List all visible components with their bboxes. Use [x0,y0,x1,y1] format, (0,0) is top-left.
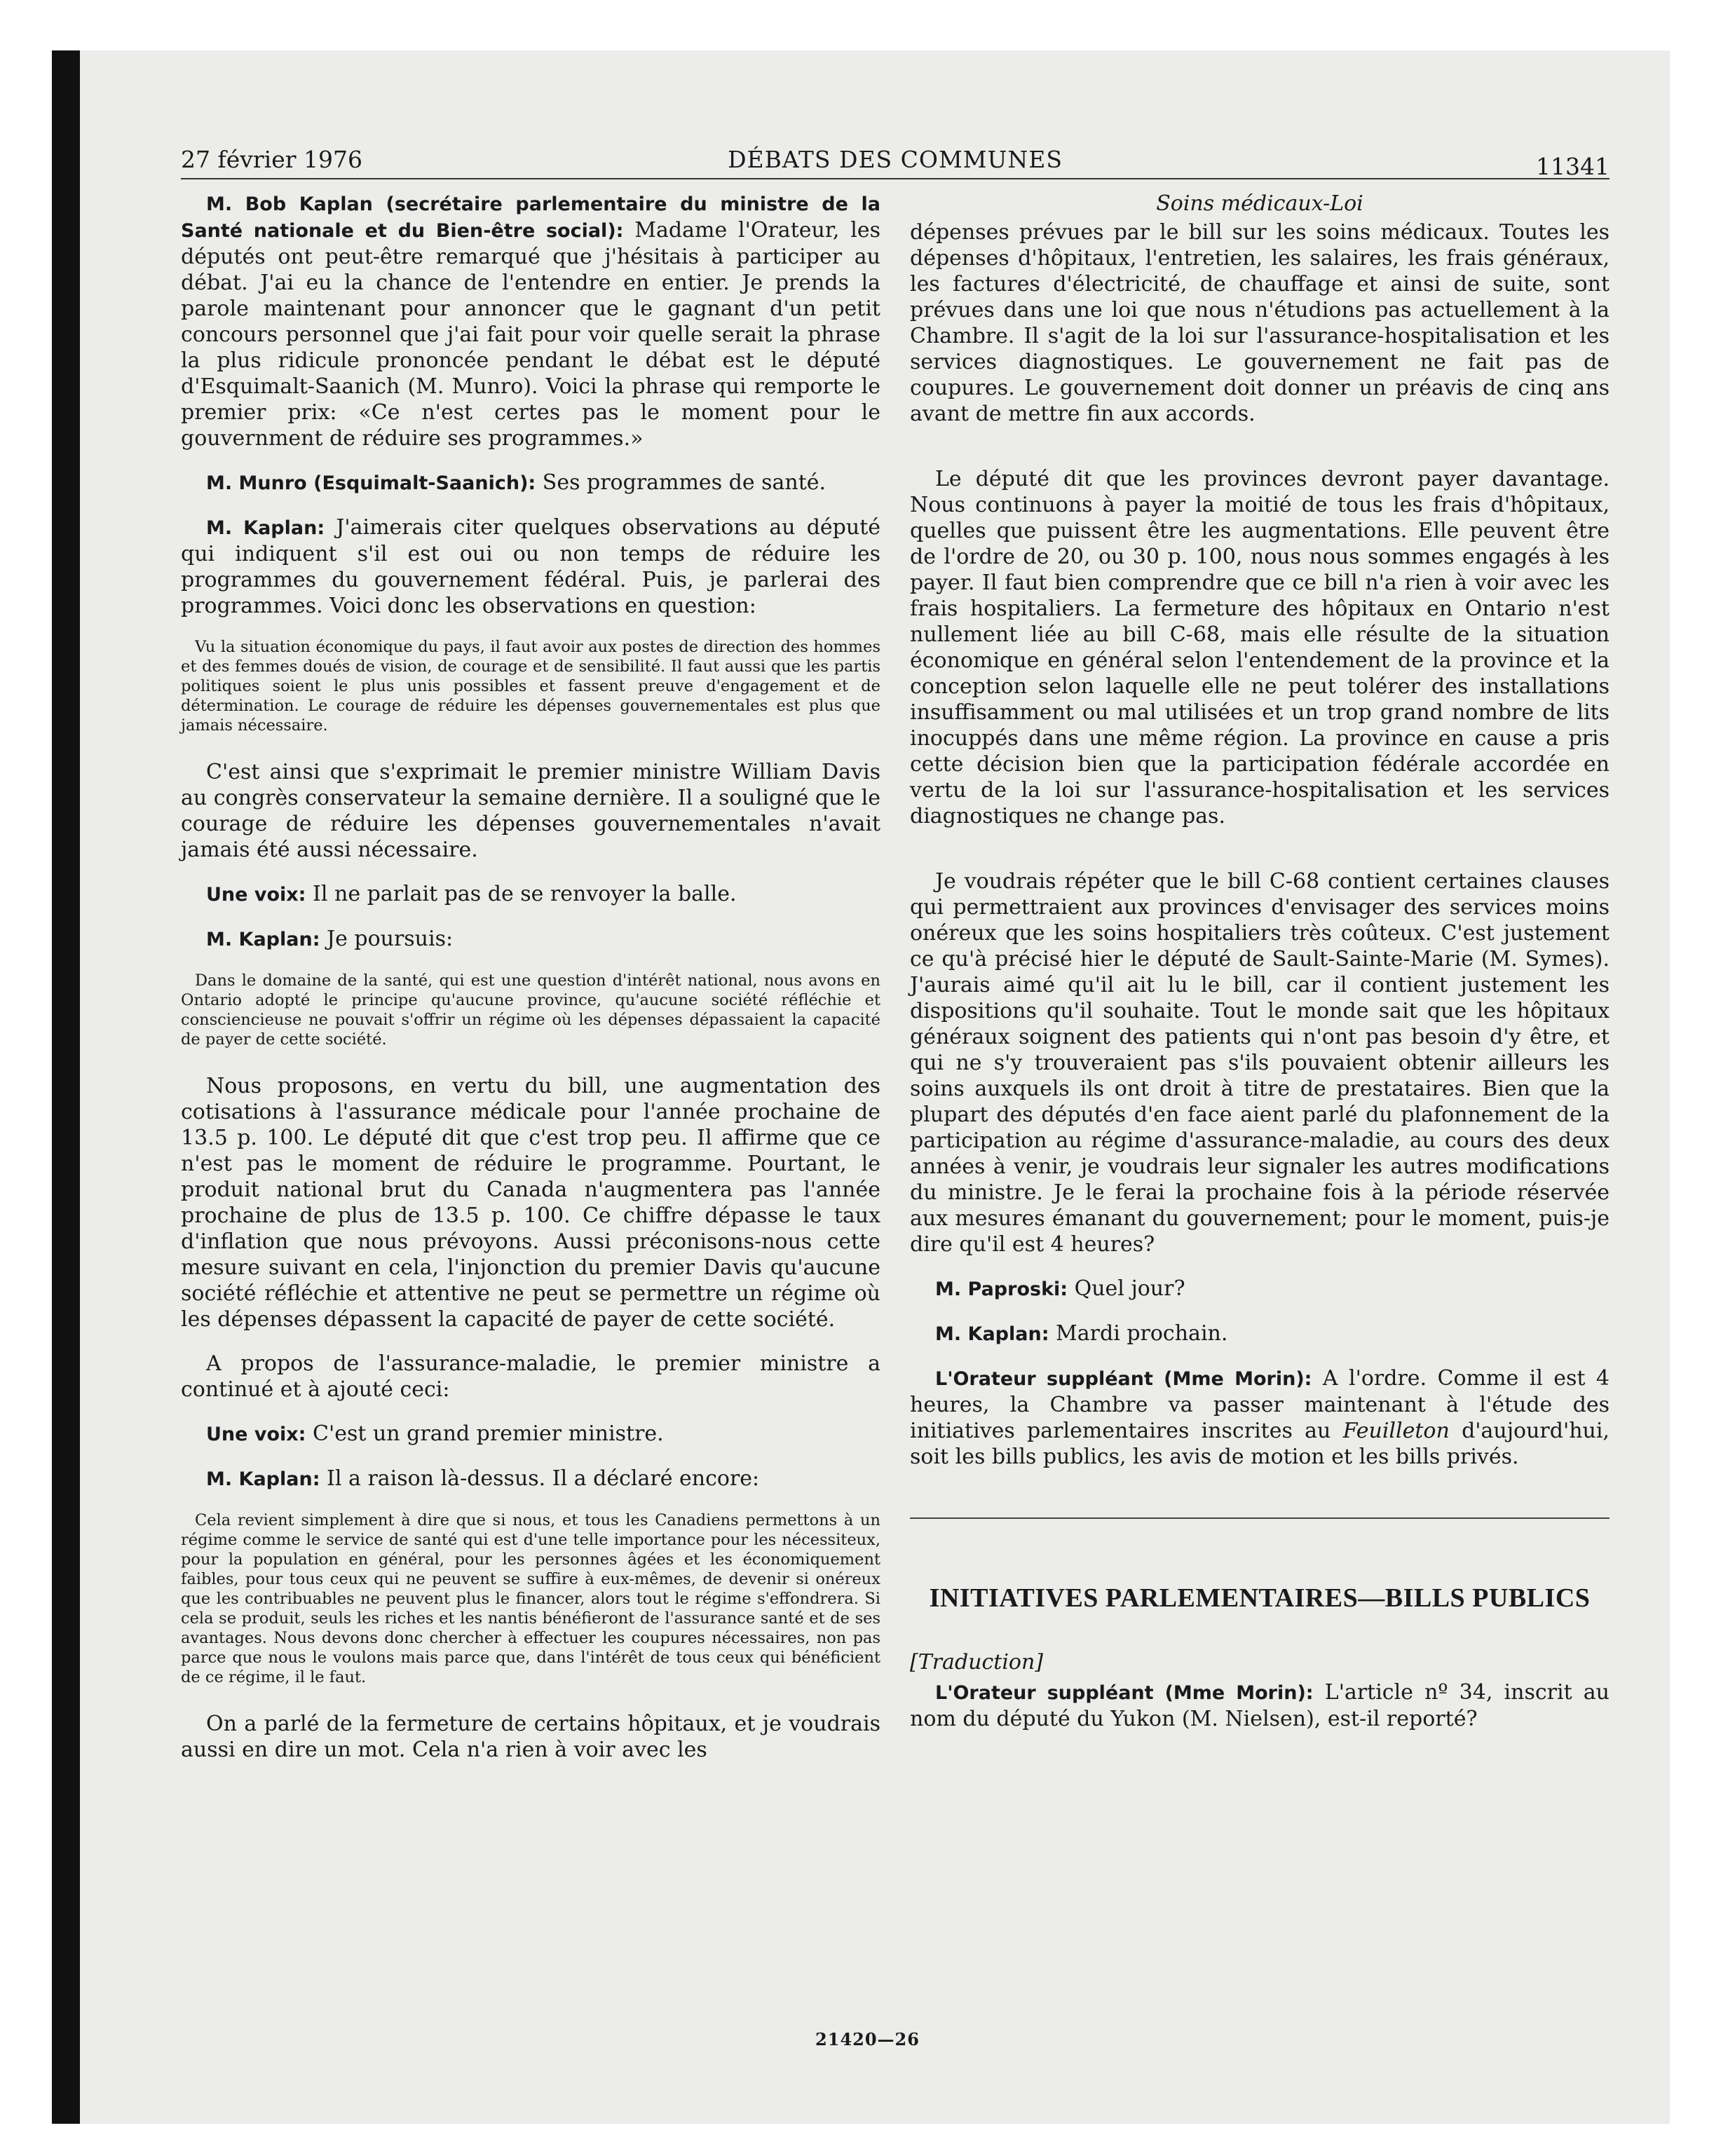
traduction-note: [Traduction] [910,1650,1044,1674]
paragraph: On a parlé de la fermeture de certains hôpitaux, et je voudrais aussi en dire un mot. Cela n'a rien à voir avec les [181,1712,880,1762]
left-column [181,191,880,1781]
paragraph [181,926,880,953]
paragraph [181,514,880,619]
paragraph: A propos de l'assurance-maladie, le premier ministre a continué et à ajouté ceci: [181,1351,880,1402]
speech-text: Il a raison là-dessus. Il a déclaré encore: [327,1466,760,1491]
paragraph: dépenses prévues par le bill sur les soins médicaux. Toutes les dépenses d'hôpitaux, l'entretien, les salaires, les frais généraux, les factures d'électricité, de chauffage et ainsi de suite, sont prévues dans une loi que nous n'étudions pas actuellement à la Chambre. Il s'agit de la loi sur l'assurance-hospitalisation et les services diagnostiques. Le gouvernement ne fait pas de coupures. Le gouvernement doit donner un préavis de cinq ans avant de mettre fin aux accords. [910,220,1610,426]
speech-text: J'aimerais citer quelques observations au député qui indiquent s'il est oui ou non temps de réduire les programmes du gouvernement fédéral. Puis, je parlerai des programmes. Voici donc les observations en question: [181,515,880,618]
paragraph: Le député dit que les provinces devront payer davantage. Nous continuons à payer la moitié de tous les frais d'hôpitaux, quelles que puissent être les augmentations. Elle peuvent être de l'ordre de 20, ou 30 p. 100, nous nous sommes engagés à les payer. Il faut bien comprendre que ce bill n'a rien à voir avec les frais hospitaliers. La fermeture des hôpitaux en Ontario n'est nullement liée au bill C-68, mais elle résulte de la situation économique en général selon l'entendement de la province et la conception selon laquelle elle ne peut tolérer des installations insuffisamment ou mal utilisées et un trop grand nombre de lits inocuppés dans une même région. La province en cause a pris cette décision bien que la participation fédérale accordée en vertu de la loi sur l'assurance-hospitalisation et les services diagnostiques ne change pas. [910,467,1610,828]
paragraph [181,470,880,496]
speaker-name: L'Orateur suppléant (Mme Morin): [935,1682,1314,1704]
italic-term: Feuilleton [1342,1419,1450,1443]
speaker-name: M. Bob Kaplan (secrétaire parlementaire du ministre de la Santé nationale et du Bien-être social): [181,193,880,242]
paragraph [910,1276,1610,1302]
paragraph: Je voudrais répéter que le bill C-68 contient certaines clauses qui permettraient aux provinces d'envisager des services moins onéreux que les soins hospitaliers très coûteux. C'est justement ce qu'à précisé hier le député de Sault-Sainte-Marie (M. Symes). J'aurais aimé qu'il ait lu le bill, car il contient justement les dispositions qu'il souhaite. Tout le monde sait que les hôpitaux généraux soignent des patients qui n'ont pas besoin d'y être, et qui ne s'y trouveraient pas s'ils pouvaient obtenir ailleurs les soins auxquels ils ont droit à titre de prestataires. Bien que la plupart des députés d'en face aient parlé du plafonnement de la participation au régime d'assurance-maladie, au cours des deux années à venir, je voudrais leur signaler les autres modifications du ministre. Je le ferai la prochaine fois à la période réservée aux mesures émanant du gouvernement; pour le moment, puis-je dire qu'il est 4 heures? [910,869,1610,1257]
block-quote: Vu la situation économique du pays, il faut avoir aux postes de direction des hommes et des femmes doués de vision, de courage et de sensibilité. Il faut aussi que les partis politiques soient le plus unis possibles et fassent preuve d'engagement et de détermination. Le courage de réduire les dépenses gouvernementales est plus que jamais nécessaire. [181,638,880,735]
paragraph [181,881,880,908]
speaker-name: M. Kaplan: [206,929,320,950]
running-head: Soins médicaux-Loi [1156,191,1363,216]
speech-text: Quel jour? [1074,1276,1185,1301]
paragraph [181,1421,880,1447]
speech-text: Ses programmes de santé. [542,470,826,495]
speech-text: Il ne parlait pas de se renvoyer la balle. [313,882,737,906]
speaker-name: M. Kaplan: [206,517,325,539]
paragraph [910,1365,1610,1470]
speech-text: Je poursuis: [327,927,454,951]
paragraph [910,1321,1610,1347]
speaker-name: Une voix: [206,1424,306,1445]
speech-text: Madame l'Orateur, les députés ont peut-être remarqué que j'hésitais à participer au débat. J'ai eu la chance de l'entendre en entier. Je prends la parole maintenant pour annoncer que le gagnant d'un petit concours personnel que j'ai fait pour voir quelle serait la phrase la plus ridicule prononcée pendant le débat est le député d'Esquimalt-Saanich (M. Munro). Voici la phrase qui remporte le premier prix: «Ce n'est certes pas le moment pour le gouvernment de réduire ses programmes.» [181,218,880,451]
paragraph-gap [910,445,1610,466]
speech-text: L'article nº 34, inscrit au nom du député du Yukon (M. Nielsen), est-il reporté? [910,1680,1610,1731]
speaker-name: M. Munro (Esquimalt-Saanich): [206,472,536,494]
block-quote: Dans le domaine de la santé, qui est une question d'intérêt national, nous avons en Ontario adopté le principe qu'aucune province, qu'aucune société réfléchie et consciencieuse ne pouvait s'offrir un régime où les dépenses dépassaient la capacité de payer de cette société. [181,971,880,1049]
paragraph [181,191,880,451]
right-column [910,191,1610,1750]
paragraph [181,1466,880,1492]
block-quote: Cela revient simplement à dire que si nous, et tous les Canadiens permettons à un régime comme le service de santé qui est d'une telle importance pour les nécessiteux, pour la population en général, pour les personnes âgées et les économiquement faibles, pour tous ceux qui ne peuvent se suffire à eux-mêmes, de devenir si onéreux que les contribuables ne peuvent plus le financer, alors tout le régime s'effondrera. Si cela se produit, seuls les riches et les nantis bénéfieront de l'assurance santé et de ses avantages. Nous devons donc chercher à effectuer les coupures nécessaires, non pas parce que nous le voulons mais parce que, dans l'intérêt de tous ceux qui bénéficient de ce régime, il le faut. [181,1511,880,1686]
scan-edge [52,50,80,2124]
section-title: INITIATIVES PARLEMENTAIRES—BILLS PUBLICS [929,1583,1591,1613]
paragraph [910,1679,1610,1732]
speaker-name: L'Orateur suppléant (Mme Morin): [935,1368,1312,1390]
paragraph-gap [910,847,1610,868]
speaker-name: M. Paproski: [935,1278,1068,1300]
speech-text: A l'ordre. Comme il est 4 heures, la Chambre va passer maintenant à l'étude des initiatives parlementaires inscrites au [910,1366,1610,1443]
page-footer: 21420—26 [815,2029,920,2049]
speaker-name: M. Kaplan: [206,1468,320,1490]
page-header [181,146,1610,179]
section-divider [910,1517,1610,1519]
speech-text: Mardi prochain. [1056,1321,1228,1346]
paragraph: C'est ainsi que s'exprimait le premier ministre William Davis au congrès conservateur la semaine dernière. Il a souligné que le courage de réduire les dépenses gouvernementales n'avait jamais été aussi nécessaire. [181,760,880,862]
header-page-number: 11341 [1536,153,1610,180]
paragraph: Nous proposons, en vertu du bill, une augmentation des cotisations à l'assurance médicale pour l'année prochaine de 13.5 p. 100. Le député dit que c'est trop peu. Il affirme que ce n'est pas le moment de réduire le programme. Pourtant, le produit national brut du Canada n'augmentera pas l'année prochaine de plus de 13.5 p. 100. Ce chiffre dépasse le taux d'inflation que nous prévoyons. Aussi préconisons-nous cette mesure suivant en cela, l'injonction du premier Davis qu'aucune société réfléchie et attentive ne peut se permettre un régime où les dépenses dépassent la capacité de payer de cette société. [181,1074,880,1332]
speaker-name: M. Kaplan: [935,1323,1049,1345]
speaker-name: Une voix: [206,884,306,906]
header-date: 27 février 1976 [181,146,362,173]
speech-text: C'est un grand premier ministre. [313,1421,664,1446]
speech-text: d'aujourd'hui, soit les bills publics, les avis de motion et les bills privés. [910,1419,1610,1469]
header-title: DÉBATS DES COMMUNES [728,146,1063,173]
